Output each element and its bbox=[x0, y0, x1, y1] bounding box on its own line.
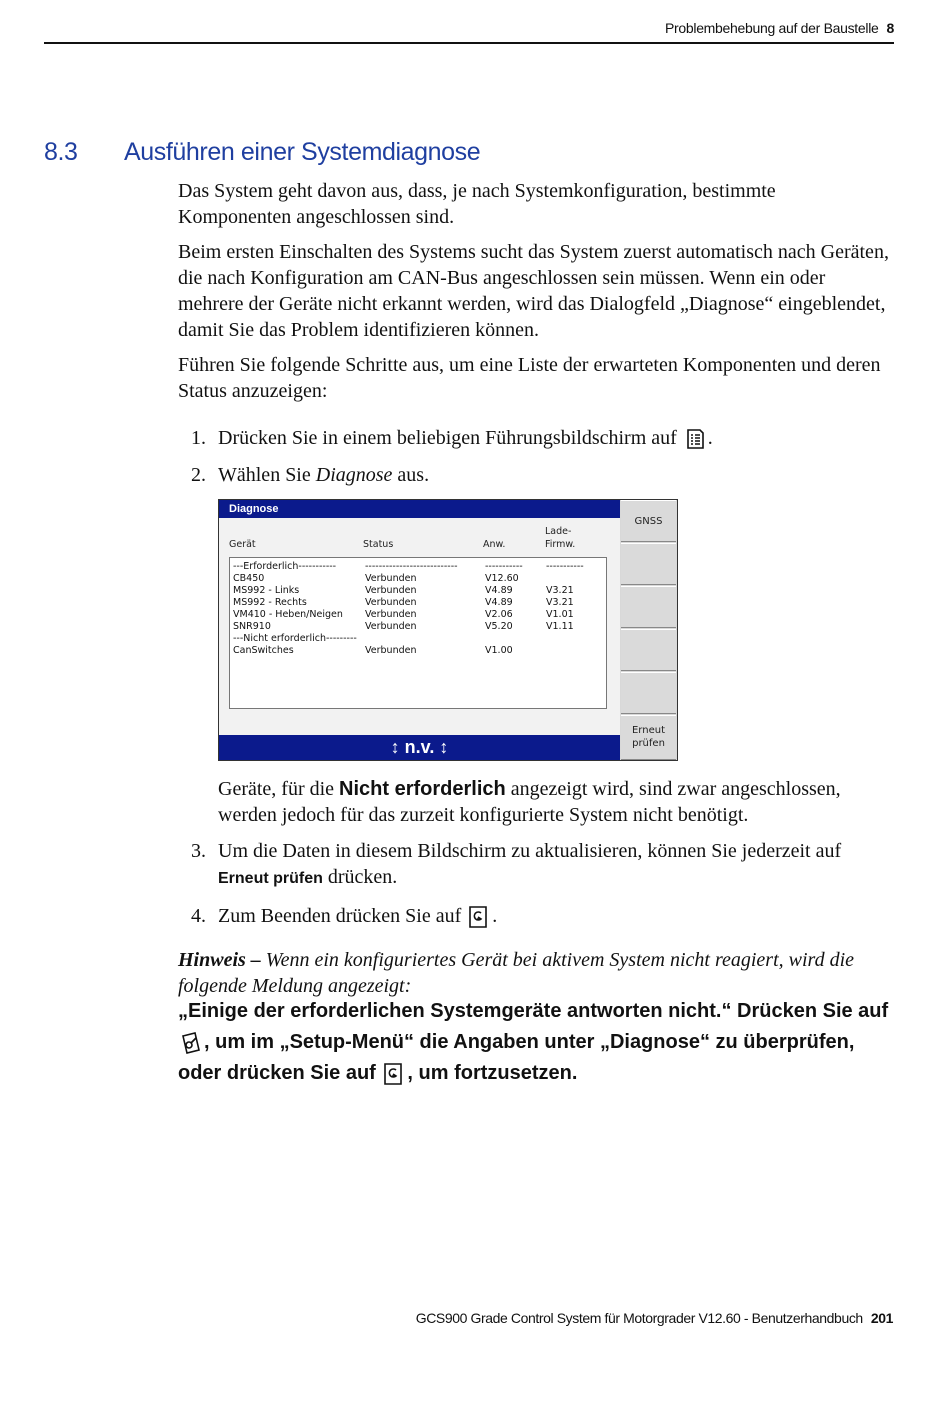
status-cell: Verbunden bbox=[365, 573, 417, 584]
step-4-text: Zum Beenden drücken Sie auf bbox=[218, 905, 462, 927]
anw-cell: V4.89 bbox=[485, 585, 513, 596]
device-cell: CB450 bbox=[233, 573, 265, 584]
fw-cell: ----------- bbox=[546, 561, 584, 572]
col-status: Status bbox=[363, 539, 394, 550]
gnss-button[interactable]: GNSS bbox=[621, 500, 676, 542]
page-header bbox=[44, 18, 894, 44]
paragraph-2: Beim ersten Einschalten des Systems sucht das System zuerst automatisch nach Geräten, die nach Konfiguration am CAN-Bus angeschlossen sein müssen. Wenn ein oder mehrere der Geräte nicht erkannt werden, wird das Dialogfeld „Diagnose“ eingeblendet, damit Sie das Problem identifizieren können. bbox=[178, 241, 889, 341]
status-cell: Verbunden bbox=[365, 609, 417, 620]
device-cell: ---Nicht erforderlich--------- bbox=[233, 633, 357, 644]
device-cell: CanSwitches bbox=[233, 645, 294, 656]
step-4-end: . bbox=[492, 905, 498, 927]
step-text bbox=[218, 425, 893, 452]
col-anw: Anw. bbox=[483, 539, 506, 550]
recheck-label-2: prüfen bbox=[632, 738, 665, 749]
device-cell: MS992 - Rechts bbox=[233, 597, 307, 608]
softkey-blank-3[interactable] bbox=[621, 629, 676, 671]
header-chapter: 8 bbox=[886, 20, 894, 36]
step-1-end: . bbox=[707, 427, 713, 449]
after-shot-bold: Nicht erforderlich bbox=[339, 778, 506, 800]
diagnose-titlebar: Diagnose bbox=[219, 500, 620, 518]
section-number: 8.3 bbox=[44, 138, 78, 166]
after-shot-post: angezeigt wird, sind zwar angeschlossen, werden jedoch für das zurzeit konfigurierte System nicht benötigt. bbox=[218, 778, 841, 826]
step-3-text: Um die Daten in diesem Bildschirm zu aktualisieren, können Sie jederzeit auf bbox=[218, 840, 842, 862]
message-part-1: „Einige der erforderlichen Systemgeräte antworten nicht.“ Drücken Sie auf bbox=[178, 1000, 889, 1022]
page-number: 201 bbox=[870, 1310, 893, 1326]
list-item bbox=[233, 597, 603, 609]
note bbox=[178, 947, 893, 999]
device-list[interactable] bbox=[229, 557, 607, 709]
step-text bbox=[218, 462, 893, 488]
anw-cell: V5.20 bbox=[485, 621, 513, 632]
list-item bbox=[233, 585, 603, 597]
fw-cell: V3.21 bbox=[546, 597, 574, 608]
fw-cell: V1.11 bbox=[546, 621, 574, 632]
list-item bbox=[233, 633, 603, 645]
step-2-post: aus. bbox=[397, 464, 430, 486]
step-number: 4. bbox=[191, 905, 206, 927]
device-cell: MS992 - Links bbox=[233, 585, 300, 596]
setup-wrench-icon bbox=[178, 1030, 204, 1056]
list-item bbox=[233, 621, 603, 633]
status-cell: Verbunden bbox=[365, 645, 417, 656]
list-item bbox=[233, 645, 603, 657]
fw-cell: V3.21 bbox=[546, 585, 574, 596]
paragraph-3: Führen Sie folgende Schritte aus, um eine Liste der erwarteten Komponenten und deren Status anzuzeigen: bbox=[178, 354, 881, 402]
recheck-button[interactable] bbox=[621, 715, 676, 760]
menu-list-icon bbox=[682, 426, 708, 452]
list-item bbox=[233, 573, 603, 585]
message-part-3: , um fortzusetzen. bbox=[407, 1062, 578, 1084]
step-number: 2. bbox=[191, 464, 206, 486]
note-label: Hinweis – bbox=[178, 949, 261, 971]
step-1-text: Drücken Sie in einem beliebigen Führungsbildschirm auf bbox=[218, 427, 677, 449]
fw-cell: V1.01 bbox=[546, 609, 574, 620]
section-heading: Ausführen einer Systemdiagnose bbox=[124, 138, 481, 166]
softkey-blank-4[interactable] bbox=[621, 672, 676, 714]
exit-return-icon bbox=[381, 1061, 407, 1087]
diagnose-panel bbox=[219, 500, 620, 735]
softkey-blank-2[interactable] bbox=[621, 586, 676, 628]
status-cell: Verbunden bbox=[365, 585, 417, 596]
softkey-blank-1[interactable] bbox=[621, 543, 676, 585]
list-item bbox=[233, 609, 603, 621]
step-text bbox=[218, 903, 893, 930]
status-cell: --------------------------- bbox=[365, 561, 458, 572]
after-shot-pre: Geräte, für die bbox=[218, 778, 335, 800]
paragraph-after-screenshot bbox=[218, 776, 893, 828]
header-title: Problembehebung auf der Baustelle bbox=[665, 20, 879, 36]
col-device: Gerät bbox=[229, 539, 256, 550]
step-number: 3. bbox=[191, 840, 206, 862]
anw-cell: V12.60 bbox=[485, 573, 519, 584]
step-2-pre: Wählen Sie bbox=[218, 464, 311, 486]
step-number: 1. bbox=[191, 427, 206, 449]
message-part-2: , um im „Setup-Menü“ die Angaben unter „Diagnose“ zu überprüfen, oder drücken Sie auf bbox=[178, 1031, 855, 1084]
device-cell: SNR910 bbox=[233, 621, 271, 632]
step-3-end: drücken. bbox=[327, 866, 398, 888]
warning-message bbox=[178, 996, 893, 1089]
col-fw-line1: Lade- bbox=[545, 526, 572, 537]
anw-cell: V1.00 bbox=[485, 645, 513, 656]
exit-return-icon bbox=[466, 904, 492, 930]
section-title bbox=[44, 138, 480, 167]
step-2-italic: Diagnose bbox=[315, 464, 393, 486]
anw-cell: V2.06 bbox=[485, 609, 513, 620]
device-cell: VM410 - Heben/Neigen bbox=[233, 609, 343, 620]
softkey-panel bbox=[620, 500, 677, 760]
note-text: Wenn ein konfiguriertes Gerät bei aktivem System nicht reagiert, wird die folgende Meldung angezeigt: bbox=[178, 949, 855, 997]
col-fw-line2: Firmw. bbox=[545, 539, 576, 550]
list-item bbox=[233, 561, 603, 573]
status-cell: Verbunden bbox=[365, 597, 417, 608]
step-text bbox=[218, 838, 893, 892]
page-footer bbox=[416, 1310, 893, 1326]
anw-cell: ----------- bbox=[485, 561, 523, 572]
device-cell: ---Erforderlich----------- bbox=[233, 561, 337, 572]
diagnose-screenshot bbox=[218, 499, 678, 761]
paragraph-1: Das System geht davon aus, dass, je nach Systemkonfiguration, bestimmte Komponenten angeschlossen sind. bbox=[178, 180, 776, 228]
status-cell: Verbunden bbox=[365, 621, 417, 632]
footer-title: GCS900 Grade Control System für Motorgrader V12.60 - Benutzerhandbuch bbox=[415, 1310, 863, 1326]
status-bar: ↕ n.v. ↕ bbox=[219, 735, 620, 760]
anw-cell: V4.89 bbox=[485, 597, 513, 608]
header-text bbox=[665, 20, 894, 36]
recheck-label-1: Erneut bbox=[631, 725, 665, 736]
step-3-bold: Erneut prüfen bbox=[218, 870, 323, 887]
